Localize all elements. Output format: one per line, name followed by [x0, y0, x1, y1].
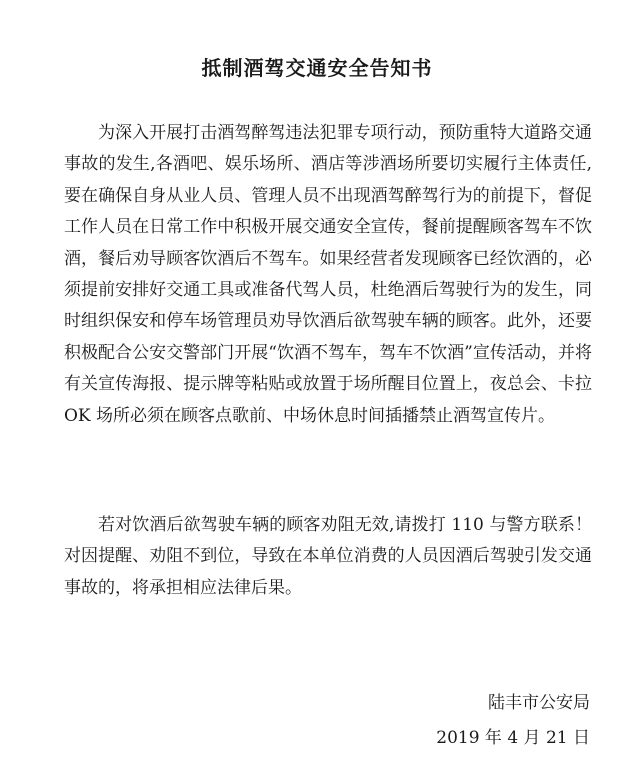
body-paragraph-2: 若对饮酒后欲驾驶车辆的顾客劝阻无效,请拨打 110 与警方联系！对因提醒、劝阻不到位，导致在本单位消费的人员因酒后驾驶引发交通事故的，将承担相应法律后果。 [64, 515, 592, 598]
document-title: 抵制酒驾交通安全告知书 [201, 56, 433, 80]
body-paragraph-1: 为深入开展打击酒驾醉驾违法犯罪专项行动，预防重特大道路交通事故的发生,各酒吧、娱乐场所、酒店等涉酒场所要切实履行主体责任,要在确保自身从业人员、管理人员不出现酒驾醉驾行为的前提下，督促工作人员在日常工作中积极开展交通安全宣传，餐前提醒顾客驾车不饮酒，餐后劝导顾客饮酒后不驾车。如果经营者发现顾客已经饮酒的，必须提前安排好交通工具或准备代驾人员，杜绝酒后驾驶行为的发生，同时组织保安和停车场管理员劝导饮酒后欲驾驶车辆的顾客。此外，还要积极配合公安交警部门开展“饮酒不驾车，驾车不饮酒”宣传活动，并将有关宣传海报、提示牌等粘贴或放置于场所醒目位置上，夜总会、卡拉 OK 场所必须在顾客点歌前、中场休息时间插播禁止酒驾宣传片。 [64, 123, 592, 426]
issuer-signature: 陆丰市公安局 [488, 693, 590, 713]
issue-date: 2019 年 4 月 21 日 [436, 728, 590, 748]
